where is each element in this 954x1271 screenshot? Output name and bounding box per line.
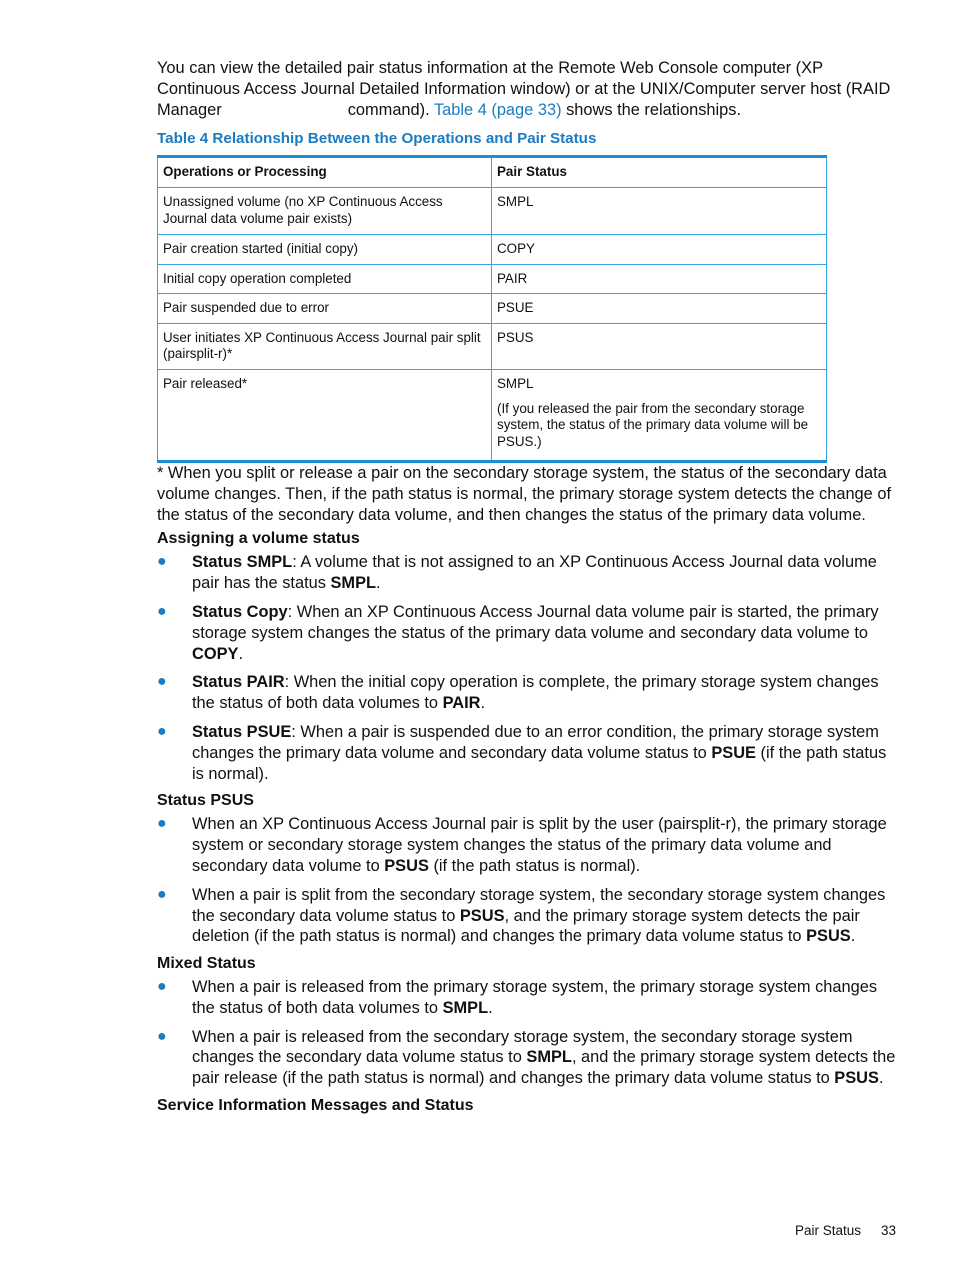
status-term: Status Copy: [192, 602, 288, 621]
table-row: [158, 369, 827, 461]
table-cell: Pair creation started (initial copy): [158, 234, 492, 264]
status-value: PSUS: [384, 856, 429, 875]
list-text: .: [480, 694, 486, 713]
list-item: [157, 672, 899, 714]
intro-text-3: shows the relationships.: [561, 100, 742, 119]
table-cell: Unassigned volume (no XP Continuous Access Journal data volume pair exists): [158, 187, 492, 234]
table-cell: SMPL: [492, 187, 827, 234]
table-row: [158, 234, 827, 264]
table-cell-note: (If you released the pair from the secondary storage system, the status of the primary data volume will be PSUS.): [497, 400, 809, 449]
section-heading-mixed: Mixed Status: [157, 955, 256, 973]
footer-section-label: Pair Status: [794, 1223, 861, 1238]
bullet-icon: ●: [157, 1027, 167, 1045]
intro-paragraph: [157, 58, 899, 120]
status-value: PSUS: [806, 927, 851, 946]
psus-list: [157, 814, 899, 947]
section-heading-assigning: Assigning a volume status: [157, 530, 360, 548]
status-term: Status SMPL: [192, 553, 293, 572]
table-cell: PSUS: [492, 323, 827, 369]
bullet-icon: ●: [157, 553, 167, 571]
list-text: : When an XP Continuous Access Journal data volume pair is started, the primary storage system changes the status of the primary data volume and secondary data volume to: [192, 602, 879, 642]
list-text: , and the primary storage system detects the pair release (if the path status is normal) and changes the primary data volume status to: [192, 1048, 896, 1088]
table-cell-status: SMPL: [497, 375, 534, 391]
list-text: .: [850, 927, 856, 946]
mixed-list: [157, 977, 899, 1089]
section-heading-service: Service Information Messages and Status: [157, 1097, 474, 1115]
table-header-row: [158, 157, 827, 188]
list-item: [157, 602, 899, 664]
table-cell: [492, 369, 827, 461]
intro-text-2: command).: [347, 100, 430, 119]
list-text: When a pair is released from the secondary storage system, the secondary storage system changes the secondary data volume status to: [192, 1027, 853, 1067]
status-value: PSUS: [459, 906, 505, 925]
bullet-icon: ●: [157, 978, 167, 996]
table-cell: Pair suspended due to error: [158, 294, 492, 324]
status-value: SMPL: [442, 998, 489, 1017]
list-item: [157, 977, 899, 1019]
list-item: [157, 814, 899, 876]
status-value: PSUS: [834, 1069, 879, 1088]
status-value: PAIR: [442, 694, 481, 713]
table-header-cell: Operations or Processing: [158, 157, 492, 188]
list-text: : When the initial copy operation is complete, the primary storage system changes the status of both data volumes to: [192, 673, 879, 713]
list-item: [157, 1027, 899, 1089]
list-text: When an XP Continuous Access Journal pair is split by the user (pairsplit-r), the primary storage system or secondary storage system changes the status of the primary data volume and secondary data volume to: [192, 815, 887, 875]
list-text: .: [376, 574, 381, 593]
table-row: [158, 264, 827, 294]
list-text: : When a pair is suspended due to an error condition, the primary storage system changes the primary data volume and secondary data volume status to: [192, 722, 879, 762]
intro-text-1: You can view the detailed pair status information at the Remote Web Console computer (XP Continuous Access Journal Detailed Information window) or at the UNIX/Computer server host (RAID Manager: [157, 59, 891, 119]
status-term: Status PAIR: [192, 673, 285, 692]
list-text: .: [878, 1069, 884, 1088]
status-value: SMPL: [526, 1048, 572, 1067]
page-footer: [795, 1223, 896, 1238]
list-text: (if the path status is normal).: [192, 743, 887, 783]
list-text: (if the path status is normal).: [428, 856, 641, 875]
list-text: .: [488, 998, 493, 1017]
bullet-icon: ●: [157, 673, 167, 691]
table-row: [158, 294, 827, 324]
list-text: .: [238, 644, 244, 663]
table-footnote: * When you split or release a pair on the secondary storage system, the status of the secondary data volume changes. Then, if the path status is normal, the primary storage system detects the change of the status of the secondary data volume, and then changes the status of the primary data volume.: [157, 463, 892, 524]
list-item: [157, 722, 899, 784]
table-cell: Initial copy operation completed: [158, 264, 492, 294]
table-header-cell: Pair Status: [492, 157, 827, 188]
bullet-icon: ●: [157, 815, 167, 833]
table-cell: Pair released*: [158, 369, 492, 461]
list-text: When a pair is split from the secondary storage system, the secondary storage system changes the secondary data volume status to: [192, 885, 886, 925]
relationship-table: [157, 155, 827, 463]
bullet-icon: ●: [157, 602, 167, 620]
status-value: COPY: [192, 644, 239, 663]
table-row: [158, 323, 827, 369]
page-content: [157, 58, 899, 1119]
bullet-icon: ●: [157, 722, 167, 740]
table-cell: PAIR: [492, 264, 827, 294]
table-cell: User initiates XP Continuous Access Journal pair split (pairsplit-r)*: [158, 323, 492, 369]
table-cell: COPY: [492, 234, 827, 264]
table-reference-link[interactable]: Table 4 (page 33): [433, 100, 562, 119]
list-item: [157, 885, 899, 947]
page-number: 33: [880, 1223, 896, 1238]
status-value: SMPL: [330, 574, 377, 593]
list-text: When a pair is released from the primary storage system, the primary storage system changes the status of both data volumes to: [192, 978, 878, 1017]
list-text: , and the primary storage system detects the pair deletion (if the path status is normal) and changes the primary data volume status to: [192, 906, 860, 946]
section-heading-psus: Status PSUS: [157, 792, 254, 810]
assigning-list: [157, 552, 899, 784]
list-text: : A volume that is not assigned to an XP Continuous Access Journal data volume pair has the status: [192, 553, 877, 593]
table-row: [158, 187, 827, 234]
table-caption: Table 4 Relationship Between the Operations and Pair Status: [157, 130, 597, 148]
list-item: [157, 552, 899, 594]
bullet-icon: ●: [157, 885, 167, 903]
status-term: Status PSUE: [192, 722, 292, 741]
table-cell: PSUE: [492, 294, 827, 324]
status-value: PSUE: [711, 743, 756, 762]
